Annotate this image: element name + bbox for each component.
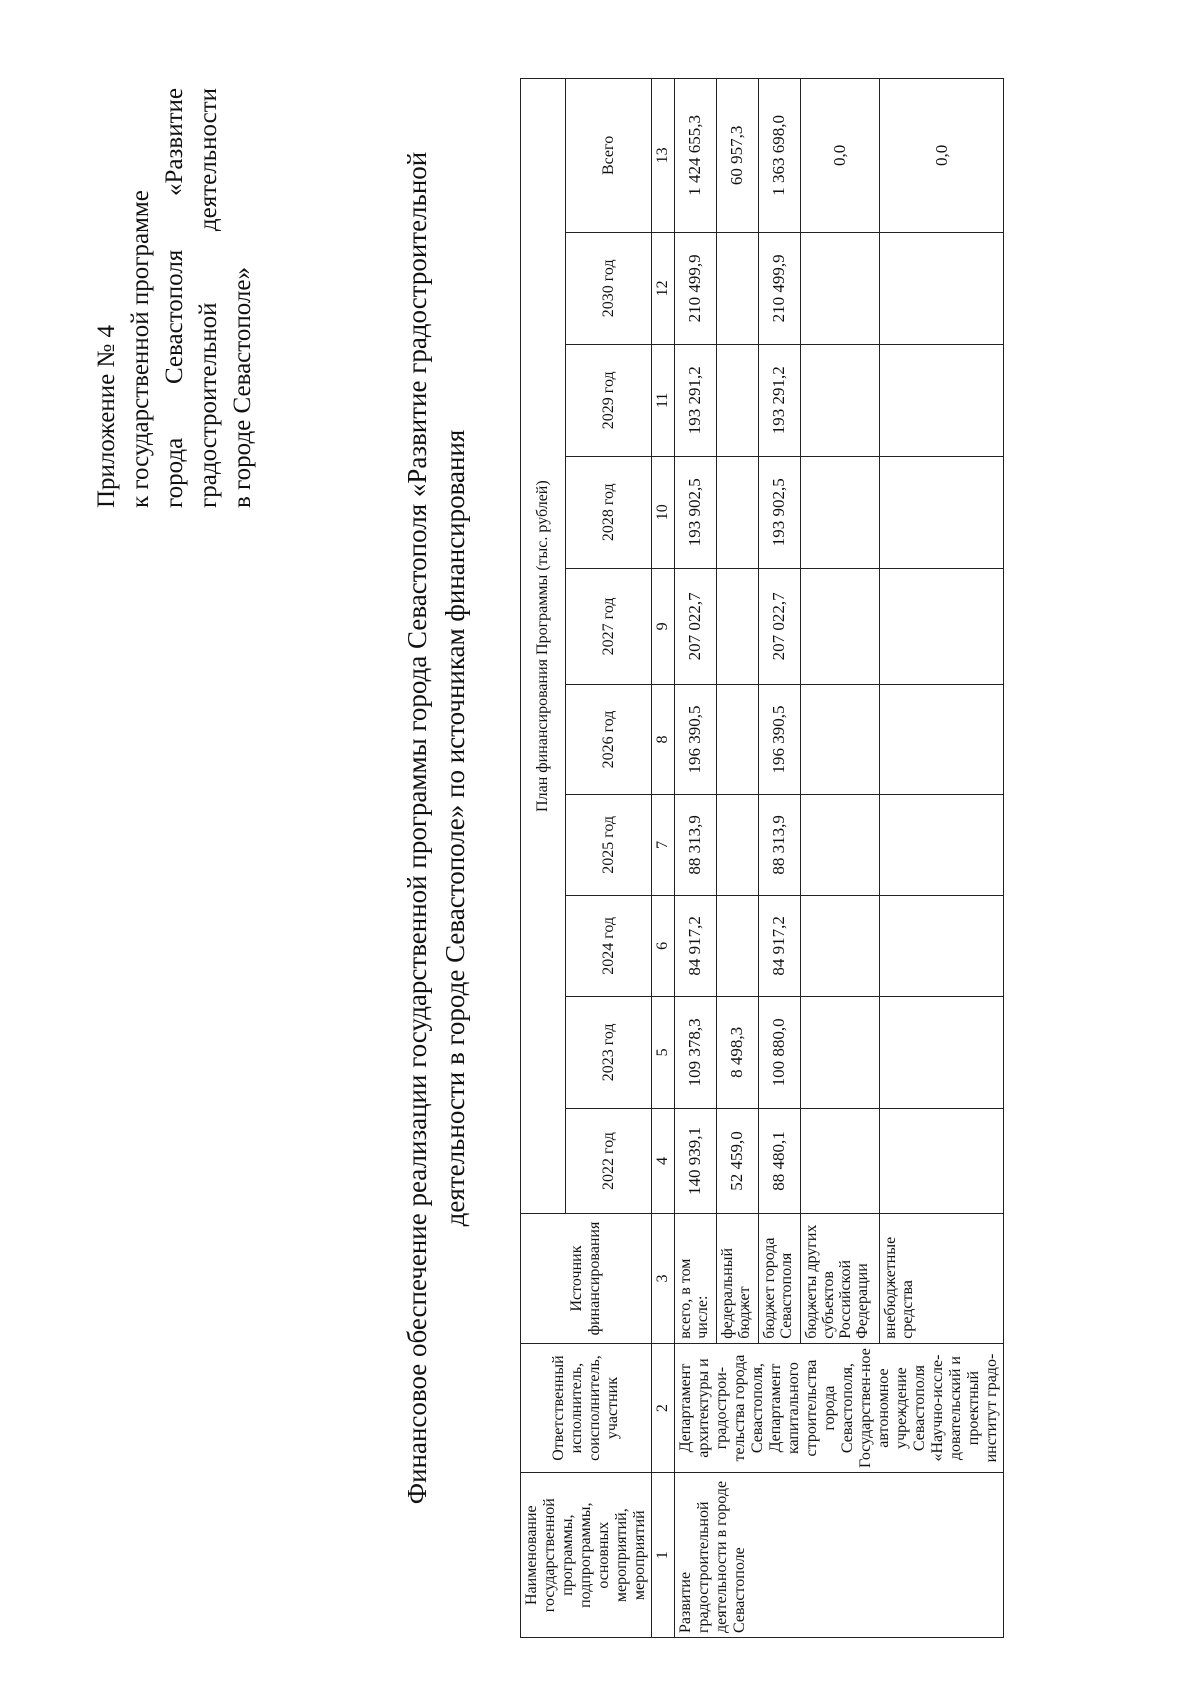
total-cell: 0,0 xyxy=(800,79,880,233)
value-cell xyxy=(716,685,758,795)
column-number: 5 xyxy=(652,996,675,1108)
value-cell xyxy=(716,232,758,344)
appendix-line: в городе Севастополе» xyxy=(229,267,256,508)
value-cell xyxy=(716,794,758,895)
value-cell xyxy=(716,344,758,456)
header-year: 2028 год xyxy=(566,456,652,568)
column-number: 3 xyxy=(652,1214,675,1344)
header-year: 2025 год xyxy=(566,794,652,895)
program-name-cell: Развитие градостроительной деятельности в городе Севастополе xyxy=(675,1473,1004,1638)
value-cell: 193 291,2 xyxy=(675,344,717,456)
title-line: Финансовое обеспечение реализации государственной программы города Севастополя «Развитие градостроительной xyxy=(402,151,432,1505)
header-name: Наименование государственной программы, подпрограммы, основных мероприятий, мероприятий xyxy=(521,1473,652,1638)
value-cell xyxy=(716,568,758,684)
value-cell: 210 499,9 xyxy=(675,232,717,344)
column-number: 12 xyxy=(652,232,675,344)
value-cell: 8 498,3 xyxy=(716,996,758,1108)
column-number: 11 xyxy=(652,344,675,456)
value-cell: 193 291,2 xyxy=(758,344,800,456)
value-cell xyxy=(880,685,1004,795)
value-cell xyxy=(800,685,880,795)
financing-table xyxy=(520,78,1004,1638)
document-title xyxy=(398,0,474,1658)
value-cell: 84 917,2 xyxy=(758,895,800,996)
column-number: 6 xyxy=(652,895,675,996)
table-row xyxy=(675,79,717,1638)
value-cell: 88 480,1 xyxy=(758,1108,800,1213)
header-year: 2030 год xyxy=(566,232,652,344)
value-cell: 210 499,9 xyxy=(758,232,800,344)
value-cell: 100 880,0 xyxy=(758,996,800,1108)
appendix-number: Приложение № 4 xyxy=(93,324,120,508)
column-number: 10 xyxy=(652,456,675,568)
header-year: 2024 год xyxy=(566,895,652,996)
column-number: 1 xyxy=(652,1473,675,1638)
header-year: 2029 год xyxy=(566,344,652,456)
value-cell xyxy=(716,895,758,996)
value-cell xyxy=(716,456,758,568)
value-cell xyxy=(880,344,1004,456)
total-cell: 1 424 655,3 xyxy=(675,79,717,233)
value-cell: 140 939,1 xyxy=(675,1108,717,1213)
value-cell xyxy=(800,895,880,996)
column-number: 13 xyxy=(652,79,675,233)
value-cell xyxy=(800,996,880,1108)
column-number: 8 xyxy=(652,685,675,795)
source-cell: бюджет города Севастополя xyxy=(758,1214,800,1344)
executor-cell: Департамент архитектуры и градострои-тельства города Севастополя, Департамент капитального строительства города Севастополя, Государствен-ное автономное учреждение Севастополя «Научно-иссле-довательский и проектный институт градо- xyxy=(675,1343,1004,1473)
column-number: 7 xyxy=(652,794,675,895)
header-year: 2022 год xyxy=(566,1108,652,1213)
title-line: деятельности в городе Севастополе» по источникам финансирования xyxy=(440,429,470,1227)
value-cell xyxy=(880,794,1004,895)
header-executor: Ответственный исполнитель, соисполнитель, участник xyxy=(521,1343,652,1473)
value-cell xyxy=(800,1108,880,1213)
value-cell xyxy=(880,895,1004,996)
appendix-line: к государственной программе xyxy=(127,190,154,508)
value-cell xyxy=(800,568,880,684)
value-cell: 84 917,2 xyxy=(675,895,717,996)
header-year: 2026 год xyxy=(566,685,652,795)
header-total: Всего xyxy=(566,79,652,233)
value-cell: 196 390,5 xyxy=(758,685,800,795)
column-number: 2 xyxy=(652,1343,675,1473)
header-year: 2027 год xyxy=(566,568,652,684)
value-cell xyxy=(800,232,880,344)
source-cell: бюджеты других субъектов Российской Федерации xyxy=(800,1214,880,1344)
value-cell: 52 459,0 xyxy=(716,1108,758,1213)
value-cell xyxy=(880,232,1004,344)
header-source: Источник финансирования xyxy=(521,1214,652,1344)
appendix-line: градостроительной деятельности xyxy=(195,88,222,508)
value-cell: 196 390,5 xyxy=(675,685,717,795)
appendix-line: города Севастополя «Развитие xyxy=(161,88,188,508)
value-cell xyxy=(800,456,880,568)
column-number: 9 xyxy=(652,568,675,684)
value-cell xyxy=(880,1108,1004,1213)
source-cell: всего, в том числе: xyxy=(675,1214,717,1344)
total-cell: 0,0 xyxy=(880,79,1004,233)
value-cell xyxy=(880,568,1004,684)
value-cell: 207 022,7 xyxy=(675,568,717,684)
header-plan: План финансирования Программы (тыс. рублей) xyxy=(521,79,566,1214)
source-cell: федеральный бюджет xyxy=(716,1214,758,1344)
value-cell: 207 022,7 xyxy=(758,568,800,684)
value-cell: 193 902,5 xyxy=(758,456,800,568)
header-year: 2023 год xyxy=(566,996,652,1108)
value-cell xyxy=(800,794,880,895)
value-cell xyxy=(880,456,1004,568)
appendix-block xyxy=(90,88,260,508)
total-cell: 60 957,3 xyxy=(716,79,758,233)
value-cell xyxy=(800,344,880,456)
value-cell: 88 313,9 xyxy=(758,794,800,895)
total-cell: 1 363 698,0 xyxy=(758,79,800,233)
value-cell xyxy=(880,996,1004,1108)
source-cell: внебюджетные средства xyxy=(880,1214,1004,1344)
value-cell: 193 902,5 xyxy=(675,456,717,568)
column-number: 4 xyxy=(652,1108,675,1213)
value-cell: 109 378,3 xyxy=(675,996,717,1108)
value-cell: 88 313,9 xyxy=(675,794,717,895)
